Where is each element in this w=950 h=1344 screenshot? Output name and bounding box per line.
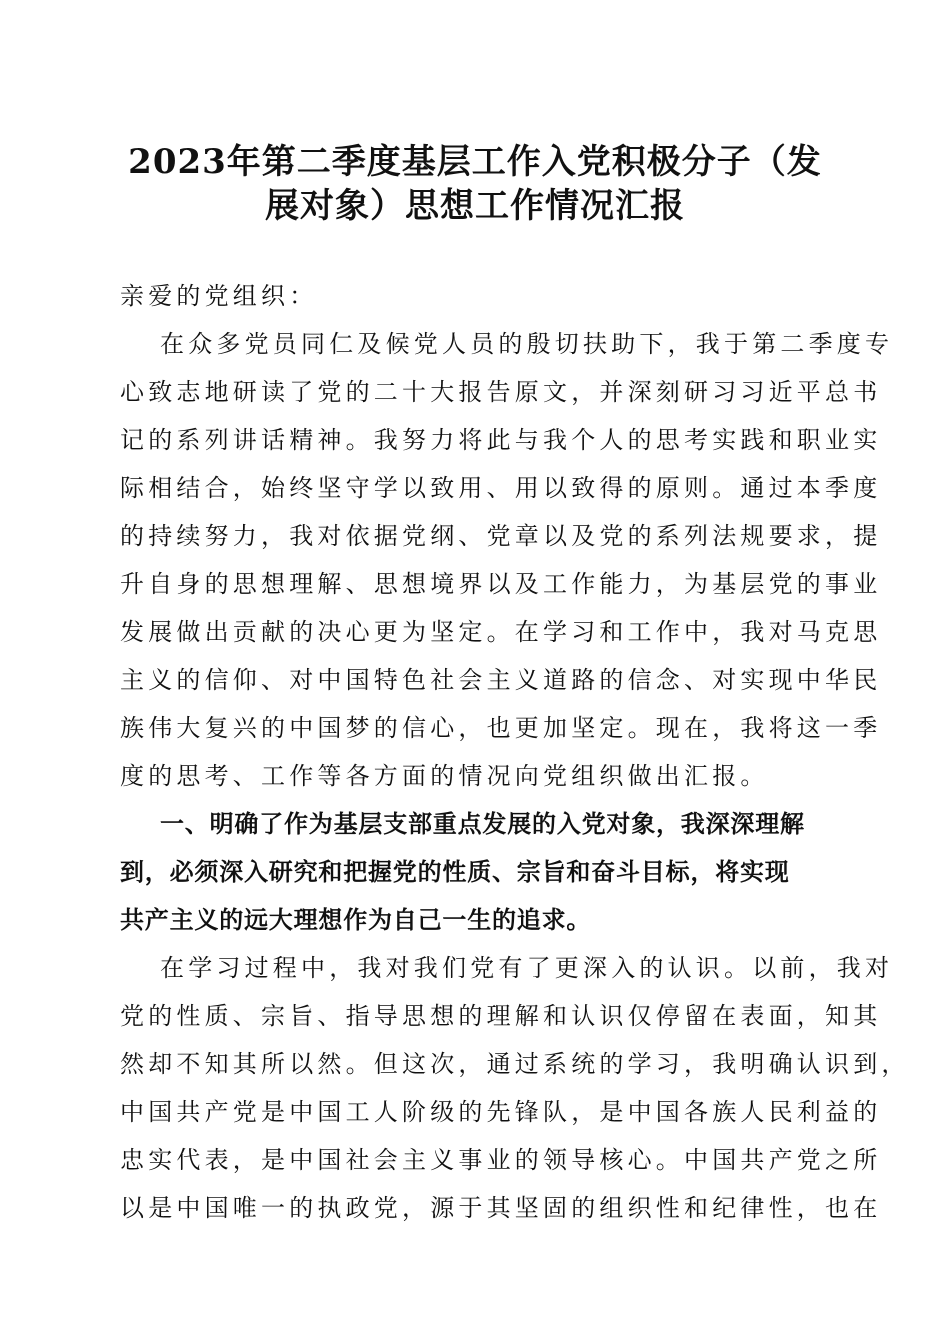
paragraph-line: 的持续努力，我对依据党纲、党章以及党的系列法规要求，提 [120,522,882,550]
paragraph-line: 记的系列讲话精神。我努力将此与我个人的思考实践和职业实 [120,426,882,454]
paragraph-line: 在众多党员同仁及候党人员的殷切扶助下，我于第二季度专 [160,330,894,358]
salutation: 亲爱的党组织： [120,282,318,310]
paragraph-line: 族伟大复兴的中国梦的信心，也更加坚定。现在，我将这一季 [120,714,882,742]
paragraph-line: 中国共产党是中国工人阶级的先锋队，是中国各族人民利益的 [120,1098,882,1126]
paragraph-line: 在学习过程中，我对我们党有了更深入的认识。以前，我对 [160,954,894,982]
paragraph-line: 发展做出贡献的决心更为坚定。在学习和工作中，我对马克思 [120,618,882,646]
paragraph-line: 升自身的思想理解、思想境界以及工作能力，为基层党的事业 [120,570,882,598]
title-line-2: 展对象）思想工作情况汇报 [265,186,685,226]
paragraph-line: 度的思考、工作等各方面的情况向党组织做出汇报。 [120,762,769,790]
heading-line: 一、明确了作为基层支部重点发展的入党对象，我深深理解 [160,810,805,838]
paragraph-line: 心致志地研读了党的二十大报告原文，并深刻研习习近平总书 [120,378,882,406]
paragraph-line: 主义的信仰、对中国特色社会主义道路的信念、对实现中华民 [120,666,882,694]
paragraph-line: 忠实代表，是中国社会主义事业的领导核心。中国共产党之所 [120,1146,882,1174]
paragraph-line: 际相结合，始终坚守学以致用、用以致得的原则。通过本季度 [120,474,882,502]
heading-line: 到，必须深入研究和把握党的性质、宗旨和奋斗目标，将实现 [120,858,790,886]
paragraph-line: 党的性质、宗旨、指导思想的理解和认识仅停留在表面，知其 [120,1002,882,1030]
paragraph-line: 然却不知其所以然。但这次，通过系统的学习，我明确认识到， [120,1050,910,1078]
paragraph-line: 以是中国唯一的执政党，源于其坚固的组织性和纪律性，也在 [120,1194,882,1222]
heading-line: 共产主义的远大理想作为自己一生的追求。 [120,906,592,934]
title-line-1: 2023年第二季度基层工作入党积极分子（发 [128,142,822,182]
